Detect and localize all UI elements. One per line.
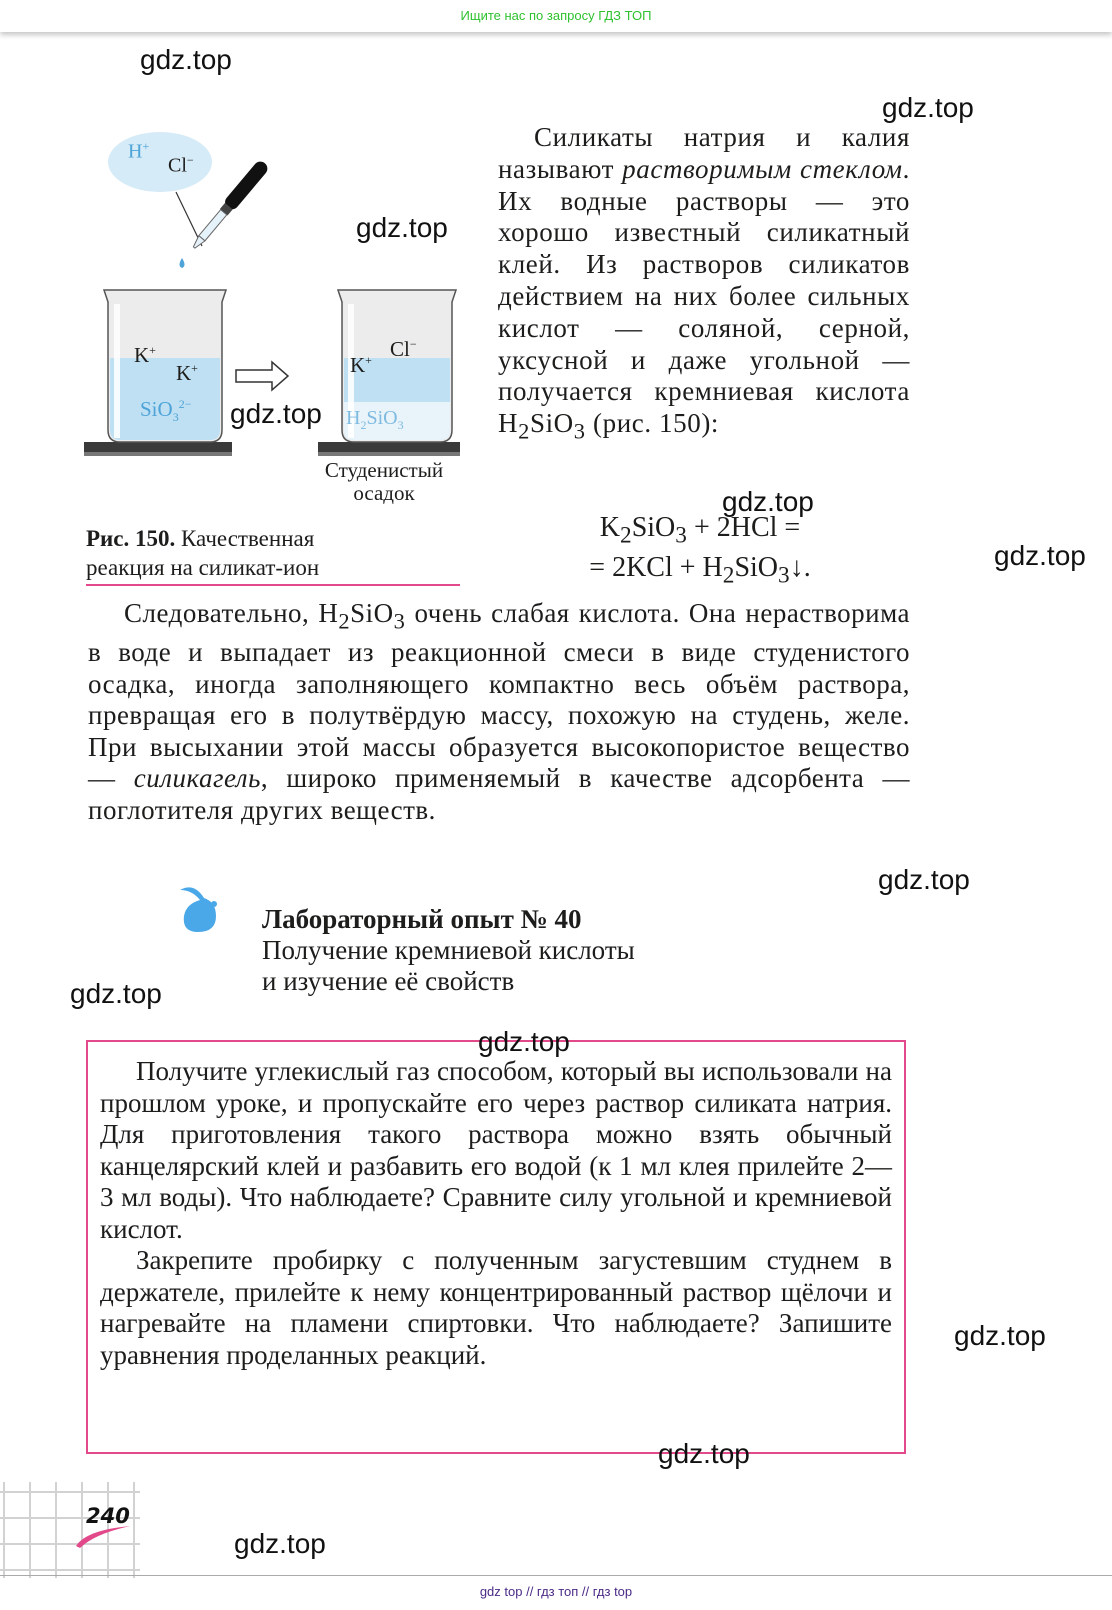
watermark: gdz.top [658,1438,750,1469]
silicic-acid-paragraph: Следовательно, $H_2SiO_3$ очень слабая кислота. Она нерастворима в воде и выпадает из реакционной смеси в виде студенистого осадка, иногда заполняющего компактно весь объём раствора, превращая его в полутвёрдую массу, похожую на студень, желе. При высыхании этой массы образуется высокопористое вещество — силикагель, широко применяемый в качестве адсорбента — поглотителя других веществ. [88,598,911,825]
watermark: gdz.top [70,978,162,1009]
silicates-paragraph: Силикаты натрия и калия называют растворимым стеклом. Их водные растворы — это хорошо известный силикатный клей. Из растворов силикатов действием на них более сильных кислот — соляной, серной, уксусной и даже угольной — получается кремниевая кислота $H_2SiO_3$ (рис. 150): [498,122,910,444]
lab-title: Лабораторный опыт № 40 [262,904,582,934]
watermark: gdz.top [878,864,970,895]
page-number: 240 [86,1504,130,1528]
lab-heading [262,904,822,997]
figure-150 [84,130,464,510]
ion-sio3: SiO$_3^{2-}$ [140,397,192,425]
drop-icon [180,258,185,268]
watermark: gdz.top [140,44,232,75]
lab-paragraph-2: Закрепите пробирку с полученным загустевшим студнем в держателе, прилейте к нему концентрированный раствор щёлочи и нагревайте на пламени спиртовки. Что наблюдаете? Запишите уравнения проделанных реакций. [100,1245,892,1370]
watermark: gdz.top [230,398,322,429]
footer-divider [0,1575,1112,1576]
lab-instructions-box [86,1040,906,1454]
ion-cl: Cl− [168,153,194,177]
term-soluble-glass: растворимым стеклом [622,153,903,184]
figure-caption: Рис. 150. Качественная реакция на силикат-ион [86,524,460,586]
top-banner: Ищите нас по запросу ГДЗ ТОП [0,0,1112,32]
ion-h: H+ [128,139,150,163]
watermark: gdz.top [994,540,1086,571]
footer-text: gdz top // гдз топ // гдз top [479,1584,633,1599]
caption-number: Рис. 150. [86,526,176,551]
equation-line-1: $K_2SiO_3 + 2HCl$ = [599,512,801,549]
flask-icon [176,884,224,934]
precipitate-formula: $H_2SiO_3$ [346,407,404,432]
watermark: gdz.top [954,1320,1046,1351]
watermark: gdz.top [234,1528,326,1559]
term-silica-gel: силикагель [133,763,261,794]
arrow-right-icon [236,362,288,390]
watermark: gdz.top [356,212,448,243]
watermark: gdz.top [478,1026,570,1057]
ion-k-right: K+ [350,353,372,377]
page-swoosh-icon [74,1524,134,1548]
ion-k-1: K+ [134,343,156,367]
watermark: gdz.top [882,92,974,123]
right-beaker [318,290,460,456]
lab-subtitle-1: Получение кремниевой кислоты [262,935,635,965]
ion-k-2: K+ [176,361,198,385]
ion-cl-right: Cl− [390,337,417,361]
left-beaker [84,290,232,456]
lab-subtitle-2: и изучение её свойств [262,966,515,996]
watermark: gdz.top [722,486,814,517]
equation-line-2: = $2KCl + H_2SiO_3↓$. [589,552,811,589]
reaction-illustration [84,130,464,510]
ion-bubble [108,132,212,192]
precipitate-label-1: Студенистый [324,458,444,482]
precipitate-label-2: осадок [353,481,415,505]
lab-paragraph-1: Получите углекислый газ способом, который вы использовали на прошлом уроке, и пропускайте его через раствор силиката натрия. Для приготовления такого раствора можно взять обычный канцелярский клей и разбавить его водой (к 1 мл клея прилейте 2—3 мл воды). Что наблюдаете? Сравните силу угольной и кремниевой кислот. [100,1056,892,1244]
